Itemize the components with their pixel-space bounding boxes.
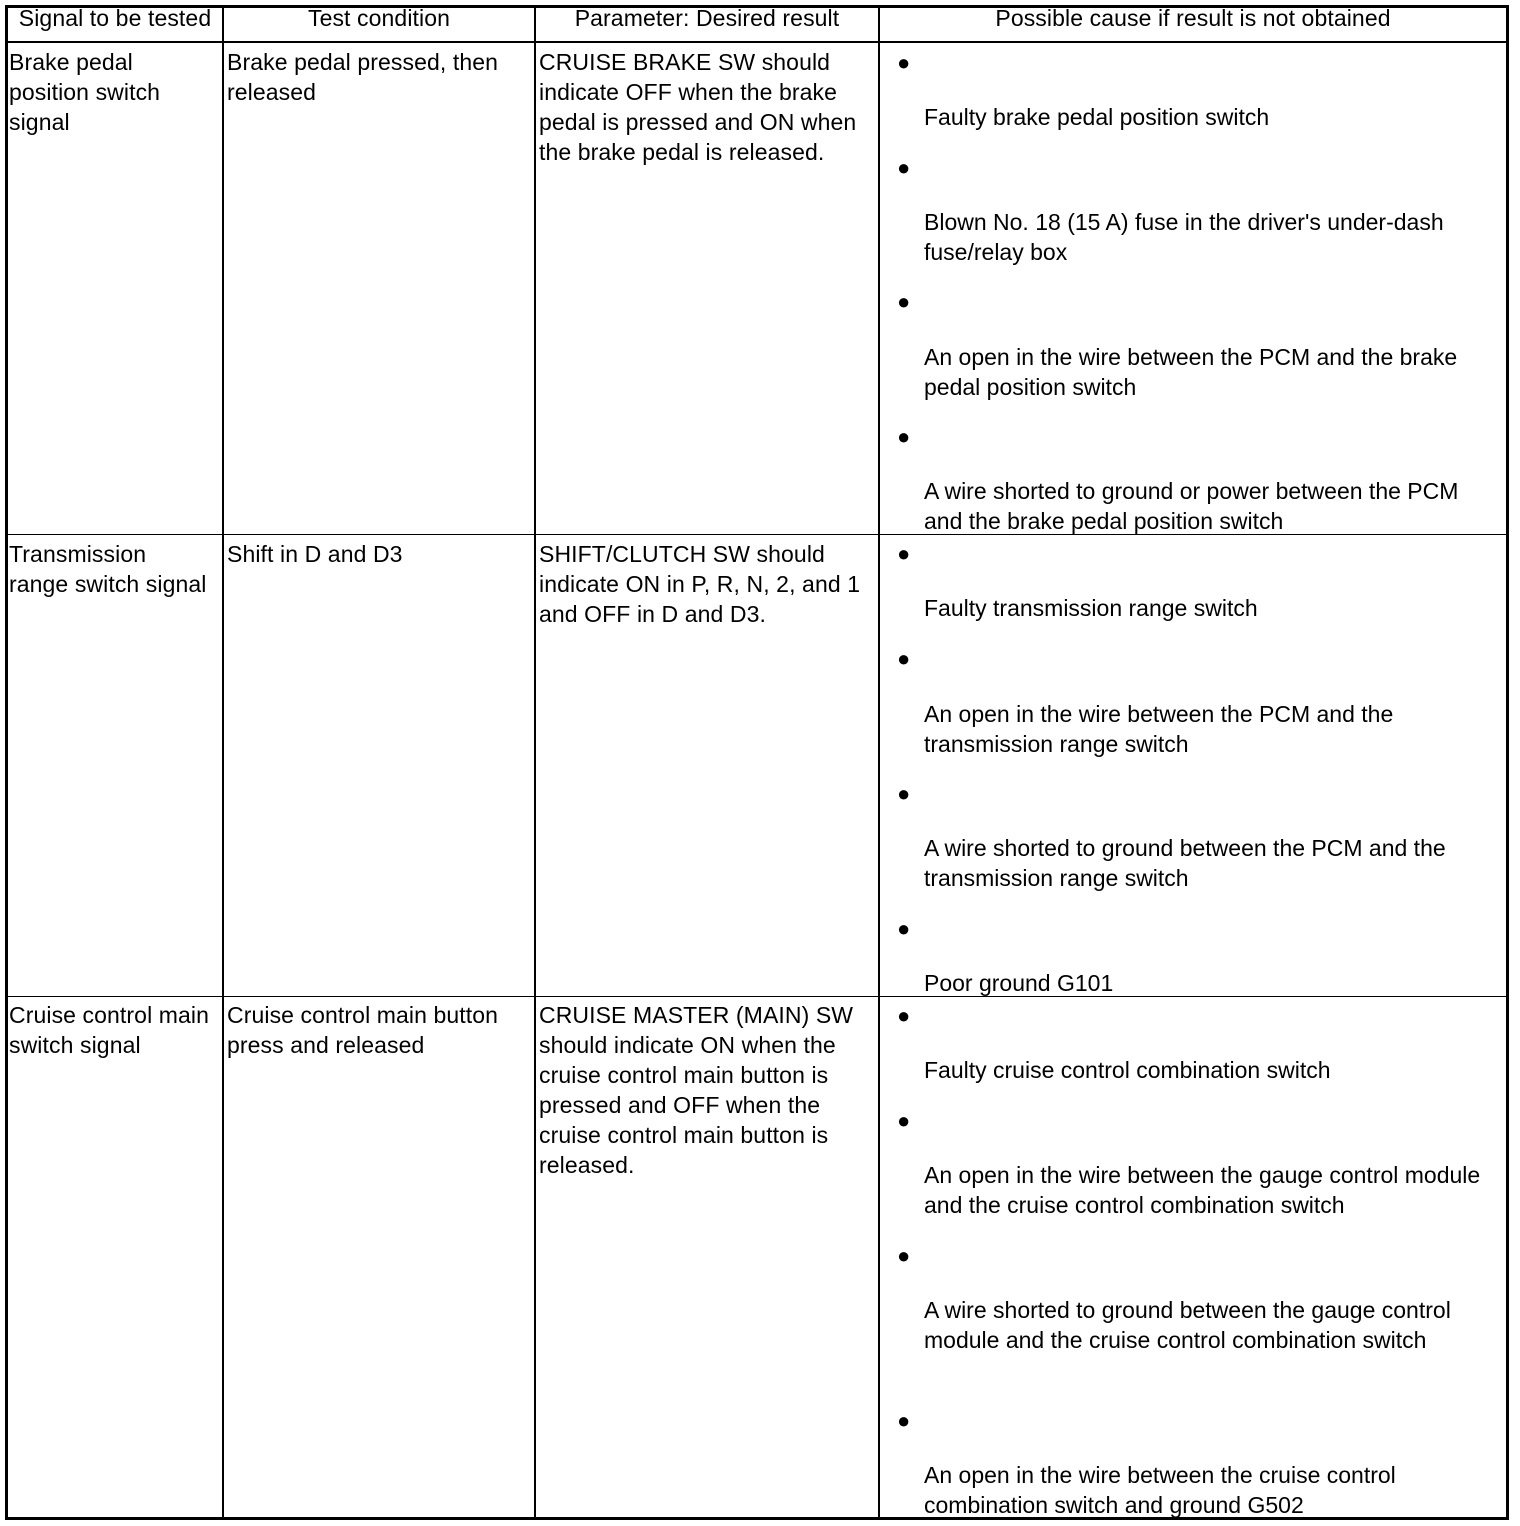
bullet-icon: ● xyxy=(897,1108,911,1133)
bullet-icon: ● xyxy=(897,1003,911,1028)
bullet-icon: ● xyxy=(897,1408,911,1433)
row3-result: CRUISE MASTER (MAIN) SW should indicate ON when the cruise control main button is pressed and OFF when the cruise control main button is released. xyxy=(539,1002,854,1178)
bullet-icon: ● xyxy=(897,424,911,449)
header-signal: Signal to be tested xyxy=(18,5,212,31)
cause-item: Faulty brake pedal position switch xyxy=(924,104,1270,130)
cause-item: A wire shorted to ground between the gauge control module and the cruise control combination switch xyxy=(924,1297,1451,1353)
bullet-icon: ● xyxy=(897,781,911,806)
cause-item: An open in the wire between the PCM and the transmission range switch xyxy=(924,701,1394,757)
header-divider xyxy=(8,41,1506,43)
cause-item: An open in the wire between the PCM and the brake pedal position switch xyxy=(924,344,1458,400)
bullet-icon: ● xyxy=(897,916,911,941)
cause-item: Poor ground G101 xyxy=(924,970,1114,996)
bullet-icon: ● xyxy=(897,1243,911,1268)
header-result: Parameter: Desired result xyxy=(574,5,840,31)
row2-result: SHIFT/CLUTCH SW should indicate ON in P, R, N, 2, and 1 and OFF in D and D3. xyxy=(539,541,861,627)
bullet-icon: ● xyxy=(897,541,911,566)
cause-item: A wire shorted to ground or power between the PCM and the brake pedal position switch xyxy=(924,478,1459,534)
cause-item: Blown No. 18 (15 A) fuse in the driver's under-dash fuse/relay box xyxy=(924,209,1444,265)
header-causes: Possible cause if result is not obtained xyxy=(995,5,1391,31)
cause-item: An open in the wire between the cruise control combination switch and ground G502 xyxy=(924,1462,1396,1518)
bullet-icon: ● xyxy=(897,289,911,314)
row1-result: CRUISE BRAKE SW should indicate OFF when the brake pedal is pressed and ON when the brake pedal is released. xyxy=(539,49,857,165)
row1-signal: Brake pedal position switch signal xyxy=(9,49,161,135)
cause-item: Faulty transmission range switch xyxy=(924,595,1258,621)
bullet-icon: ● xyxy=(897,646,911,671)
cause-item: An open in the wire between the gauge control module and the cruise control combination switch xyxy=(924,1162,1481,1218)
header-condition: Test condition xyxy=(307,5,451,31)
bullet-icon: ● xyxy=(897,155,911,180)
row1-condition: Brake pedal pressed, then released xyxy=(227,49,499,105)
row3-condition: Cruise control main button press and released xyxy=(227,1002,499,1058)
cause-item: A wire shorted to ground between the PCM and the transmission range switch xyxy=(924,835,1446,891)
column-divider xyxy=(534,8,536,1517)
column-divider xyxy=(878,8,880,1517)
row2-condition: Shift in D and D3 xyxy=(227,541,403,567)
row2-signal: Transmission range switch signal xyxy=(9,541,207,597)
cause-item: Faulty cruise control combination switch xyxy=(924,1057,1331,1083)
bullet-icon: ● xyxy=(897,50,911,75)
column-divider xyxy=(222,8,224,1517)
row3-signal: Cruise control main switch signal xyxy=(9,1002,210,1058)
